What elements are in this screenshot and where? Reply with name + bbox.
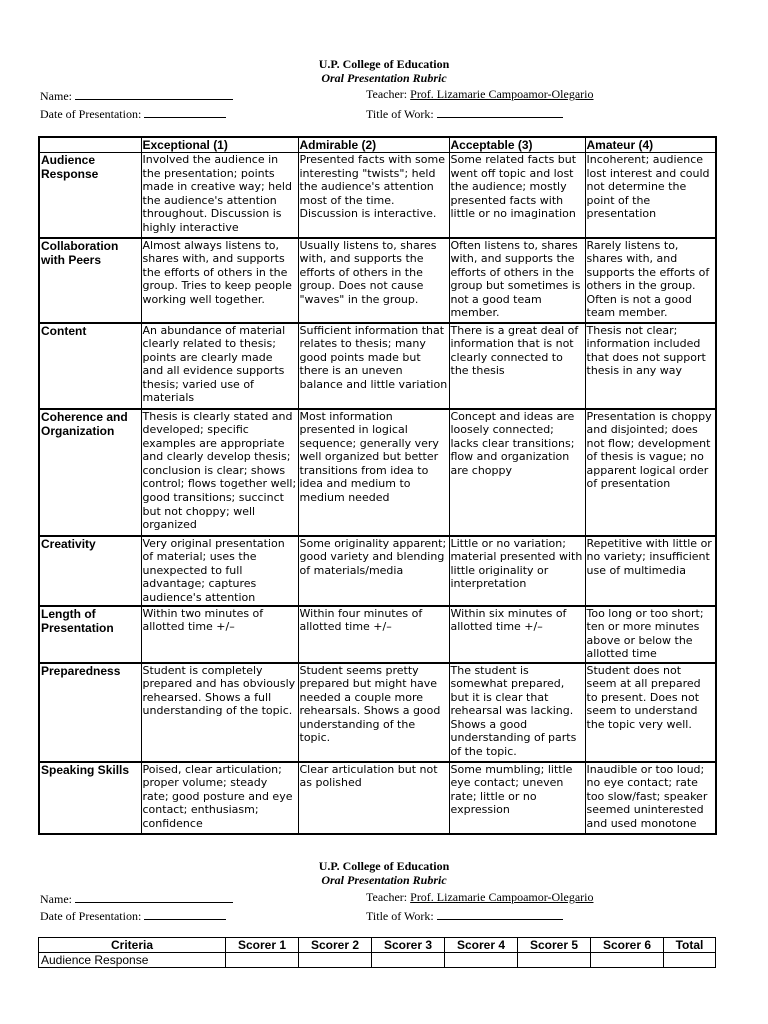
name-label: Name: — [40, 892, 72, 906]
rubric-row — [39, 536, 716, 606]
title-field-2 — [366, 908, 563, 923]
name-blank[interactable] — [75, 891, 233, 903]
rubric-row — [39, 606, 716, 663]
teacher-field-2 — [366, 891, 594, 904]
rubric-subtitle-2: Oral Presentation Rubric — [321, 873, 447, 887]
college-title-2: U.P. College of Education — [318, 859, 450, 873]
title-field — [366, 106, 563, 121]
rubric-cell: Within four minutes of allotted time +/– — [298, 606, 449, 663]
date-label: Date of Presentation: — [40, 107, 142, 121]
score-header-cell: Scorer 4 — [445, 938, 518, 953]
rubric-cell: Presentation is choppy and disjointed; does not flow; development of thesis is vague; no apparent logical order of presentation — [585, 409, 716, 536]
score-total-cell[interactable] — [664, 953, 716, 968]
rubric-header-cell: Admirable (2) — [298, 137, 449, 153]
rubric-cell: Concept and ideas are loosely connected; lacks clear transitions; flow and organization are choppy — [449, 409, 585, 536]
score-header-cell: Criteria — [39, 938, 226, 953]
rubric-header-cell: Acceptable (3) — [449, 137, 585, 153]
rubric-cell: Thesis is clearly stated and developed; specific examples are appropriate and clearly develop thesis; conclusion is clear; shows control; flows together well; good transitions; succinct but not choppy; well organized — [141, 409, 298, 536]
score-header-cell: Scorer 3 — [372, 938, 445, 953]
rubric-cell: Some mumbling; little eye contact; uneven rate; little or no expression — [449, 762, 585, 834]
date-blank[interactable] — [144, 908, 226, 920]
rubric-cell: Some related facts but went off topic and lost the audience; mostly presented facts with little or no imagination — [449, 153, 585, 238]
rubric-row — [39, 762, 716, 834]
rubric-cell: Most information presented in logical sequence; generally very well organized but better transitions from idea to idea and medium to medium needed — [298, 409, 449, 536]
rubric-cell: Within six minutes of allotted time +/– — [449, 606, 585, 663]
score-cell[interactable] — [372, 953, 445, 968]
criterion-cell: Audience Response — [39, 153, 141, 238]
rubric-cell: Within two minutes of allotted time +/– — [141, 606, 298, 663]
rubric-header-cell: Exceptional (1) — [141, 137, 298, 153]
rubric-table — [38, 136, 717, 835]
rubric-cell: Often listens to, shares with, and supports the efforts of others in the group but sometimes is not a good team member. — [449, 238, 585, 323]
rubric-cell: Presented facts with some interesting "twists"; held the audience's attention most of the time. Discussion is interactive. — [298, 153, 449, 238]
teacher-field — [366, 88, 594, 101]
score-cell[interactable] — [591, 953, 664, 968]
rubric-cell: Almost always listens to, shares with, and supports the efforts of others in the group. Tries to keep people working well together. — [141, 238, 298, 323]
rubric-cell: There is a great deal of information that is not clearly connected to the thesis — [449, 323, 585, 409]
date-blank[interactable] — [144, 106, 226, 118]
rubric-cell: Student does not seem at all prepared to present. Does not seem to understand the topic very well. — [585, 663, 716, 762]
criterion-cell: Speaking Skills — [39, 762, 141, 834]
criterion-cell: Preparedness — [39, 663, 141, 762]
score-criterion-cell: Audience Response — [39, 953, 226, 968]
rubric-cell: Usually listens to, shares with, and supports the efforts of others in the group. Does not cause "waves" in the group. — [298, 238, 449, 323]
score-cell[interactable] — [445, 953, 518, 968]
score-cell[interactable] — [226, 953, 299, 968]
title-label: Title of Work: — [366, 107, 434, 121]
title-blank[interactable] — [437, 106, 563, 118]
teacher-label: Teacher: — [366, 87, 408, 101]
rubric-cell: Very original presentation of material; uses the unexpected to full advantage; captures audience's attention — [141, 536, 298, 606]
date-field — [40, 106, 226, 121]
title-label: Title of Work: — [366, 909, 434, 923]
rubric-cell: Poised, clear articulation; proper volume; steady rate; good posture and eye contact; enthusiasm; confidence — [141, 762, 298, 834]
teacher-name: Prof. Lizamarie Campoamor-Olegario — [410, 87, 594, 101]
rubric-subtitle: Oral Presentation Rubric — [321, 71, 447, 85]
rubric-cell: Involved the audience in the presentation; points made in creative way; held the audience's attention throughout. Discussion is highly interactive — [141, 153, 298, 238]
rubric-cell: Little or no variation; material presented with little originality or interpretation — [449, 536, 585, 606]
score-table — [38, 937, 716, 968]
rubric-cell: Sufficient information that relates to thesis; many good points made but there is an uneven balance and little variation — [298, 323, 449, 409]
rubric-cell: Student seems pretty prepared but might have needed a couple more rehearsals. Shows a good understanding of the topic. — [298, 663, 449, 762]
rubric-row — [39, 153, 716, 238]
criterion-cell: Creativity — [39, 536, 141, 606]
rubric-cell: The student is somewhat prepared, but it is clear that rehearsal was lacking. Shows a good understanding of parts of the topic. — [449, 663, 585, 762]
teacher-label: Teacher: — [366, 890, 408, 904]
score-header-cell: Scorer 6 — [591, 938, 664, 953]
name-label: Name: — [40, 89, 72, 103]
rubric-row — [39, 238, 716, 323]
score-header-cell: Scorer 5 — [518, 938, 591, 953]
rubric-cell: Clear articulation but not as polished — [298, 762, 449, 834]
criterion-cell: Collaboration with Peers — [39, 238, 141, 323]
rubric-cell: Student is completely prepared and has obviously rehearsed. Shows a full understanding of the topic. — [141, 663, 298, 762]
rubric-cell: An abundance of material clearly related to thesis; points are clearly made and all evidence supports thesis; varied use of materials — [141, 323, 298, 409]
criterion-cell: Coherence and Organization — [39, 409, 141, 536]
score-cell[interactable] — [518, 953, 591, 968]
rubric-cell: Inaudible or too loud; no eye contact; rate too slow/fast; speaker seemed uninterested and used monotone — [585, 762, 716, 834]
rubric-header-row — [39, 137, 716, 153]
criterion-cell: Length of Presentation — [39, 606, 141, 663]
teacher-name: Prof. Lizamarie Campoamor-Olegario — [410, 890, 594, 904]
score-cell[interactable] — [299, 953, 372, 968]
rubric-cell: Incoherent; audience lost interest and could not determine the point of the presentation — [585, 153, 716, 238]
title-blank[interactable] — [437, 908, 563, 920]
rubric-row — [39, 409, 716, 536]
rubric-cell: Repetitive with little or no variety; insufficient use of multimedia — [585, 536, 716, 606]
rubric-header-cell — [39, 137, 141, 153]
score-header-row — [39, 938, 716, 953]
rubric-row — [39, 663, 716, 762]
rubric-header-cell: Amateur (4) — [585, 137, 716, 153]
name-field — [40, 88, 233, 103]
rubric-cell: Rarely listens to, shares with, and supports the efforts of others in the group. Often is not a good team member. — [585, 238, 716, 323]
score-header-cell: Scorer 1 — [226, 938, 299, 953]
date-label: Date of Presentation: — [40, 909, 142, 923]
score-header-cell: Total — [664, 938, 716, 953]
rubric-row — [39, 323, 716, 409]
score-row — [39, 953, 716, 968]
name-blank[interactable] — [75, 88, 233, 100]
score-header-cell: Scorer 2 — [299, 938, 372, 953]
rubric-cell: Thesis not clear; information included that does not support thesis in any way — [585, 323, 716, 409]
name-field-2 — [40, 891, 233, 906]
college-title: U.P. College of Education — [318, 57, 450, 71]
rubric-cell: Too long or too short; ten or more minutes above or below the allotted time — [585, 606, 716, 663]
date-field-2 — [40, 908, 226, 923]
rubric-cell: Some originality apparent; good variety and blending of materials/media — [298, 536, 449, 606]
criterion-cell: Content — [39, 323, 141, 409]
